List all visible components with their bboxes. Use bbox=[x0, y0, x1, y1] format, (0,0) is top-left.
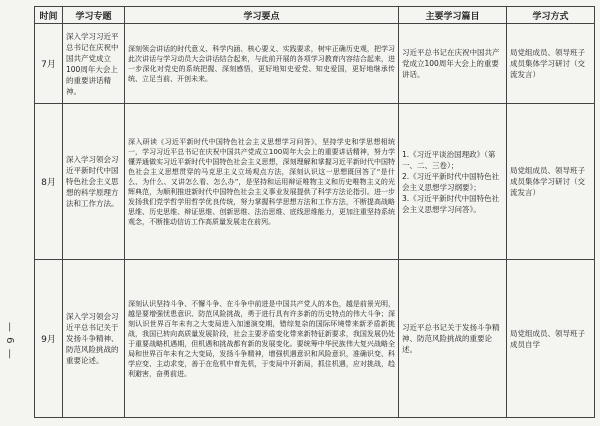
texts-cell bbox=[399, 104, 507, 260]
texts-cell: 习近平总书记在庆祝中国共产党成立100周年大会上的重要讲话。 bbox=[399, 24, 507, 104]
text-item: 2.《习近平新时代中国特色社会主义思想学习纲要》； bbox=[402, 171, 500, 192]
header-texts: 主要学习篇目 bbox=[399, 7, 507, 24]
topic-cell: 深入学习领会习近平新时代中国特色社会主义思想的科学原理方法和工作方法。 bbox=[63, 104, 125, 260]
table-row bbox=[35, 104, 595, 260]
month-cell: 7月 bbox=[35, 24, 63, 104]
points-cell: 深刻认识坚持斗争、不懈斗争、在斗争中前进是中国共产党人的本色，越是前景光明，越是要增强忧患意识、防范风险挑战，勇于进行具有许多新的历史特点的伟大斗争；深刻认识世界百年未有之大变局进入加速演变期，错综复杂的国际环境带来新矛盾新挑战，我国已转向高质量发展阶段，社会主要矛盾变化带来新特征新要求，我国发展仍处于重要战略机遇期，但机遇和挑战都有新的发展变化。要统筹中华民族伟大复兴战略全局和世界百年未有之大变局，发扬斗争精神，增强机遇意识和风险意识，准确识变、科学应变、主动求变，善于在危机中育先机，于变局中开新局，抓住机遇，应对挑战，趋利避害，奋勇前进。 bbox=[125, 260, 399, 418]
header-row bbox=[35, 7, 595, 24]
mode-cell: 局党组成员、领导班子成员集体学习研讨（交流发言） bbox=[507, 104, 595, 260]
header-mode: 学习方式 bbox=[507, 7, 595, 24]
study-plan-table bbox=[34, 6, 595, 418]
text-item: 1.《习近平谈治国理政》（第一、二、三卷）； bbox=[402, 149, 496, 170]
mode-cell: 局党组成员、领导班子成员自学 bbox=[507, 260, 595, 418]
month-cell: 8月 bbox=[35, 104, 63, 260]
month-cell: 9月 bbox=[35, 260, 63, 418]
header-topic: 学习专题 bbox=[63, 7, 125, 24]
header-time: 时间 bbox=[35, 7, 63, 24]
header-points: 学习要点 bbox=[125, 7, 399, 24]
topic-cell: 深入学习习近平总书记在庆祝中国共产党成立100周年大会上的重要讲话精神。 bbox=[63, 24, 125, 104]
text-item: 3.《习近平新时代中国特色社会主义思想学习问答》。 bbox=[402, 193, 500, 214]
points-cell: 深入研读《习近平新时代中国特色社会主义思想学习问答》，坚持学史和学思想相统一，学习习近平总书记在庆祝中国共产党成立100周年大会上的重要讲话精神，努力学懂弄通做实习近平新时代中国特色社会主义思想，深刻理解和掌握习近平新时代中国特色社会主义思想贯穿的马克思主义立场观点方法，深刻认识这一思想既回答了“是什么、为什么、又讲怎么看、怎么办”，是坚持和运用辩证唯物主义和历史唯物主义的光辉典范，为顺利推进新时代中国特色社会主义事业发展提供了科学方法论指引。进一步发扬我们党学哲学用哲学优良传统，努力掌握科学思想方法和工作方法，不断提高战略思维、历史思维、辩证思维、创新思维、法治思维、底线思维能力，更加注重坚持系统观念，不断推动信访工作高质量发展走在前列。 bbox=[125, 104, 399, 260]
mode-cell: 局党组成员、领导班子成员集体学习研讨（交流发言） bbox=[507, 24, 595, 104]
page-number: — 6 — bbox=[4, 322, 15, 360]
points-cell: 深刻领会讲话的时代意义、科学内涵、核心要义、实践要求，树牢正确历史观，把学习此次讲话与学习动员大会讲话结合起来，与此前开展的各项学习教育内容结合起来，进一步深化对党史的系统把握、深刻感悟，更好地知史爱党、知史爱国，更好地继承传统、立足当前、开创未来。 bbox=[125, 24, 399, 104]
table-row bbox=[35, 260, 595, 418]
texts-cell: 习近平总书记关于发扬斗争精神、防范风险挑战的重要论述。 bbox=[399, 260, 507, 418]
table-row bbox=[35, 24, 595, 104]
topic-cell: 深入学习领会习近平总书记关于发扬斗争精神、防范风险挑战的重要论述。 bbox=[63, 260, 125, 418]
